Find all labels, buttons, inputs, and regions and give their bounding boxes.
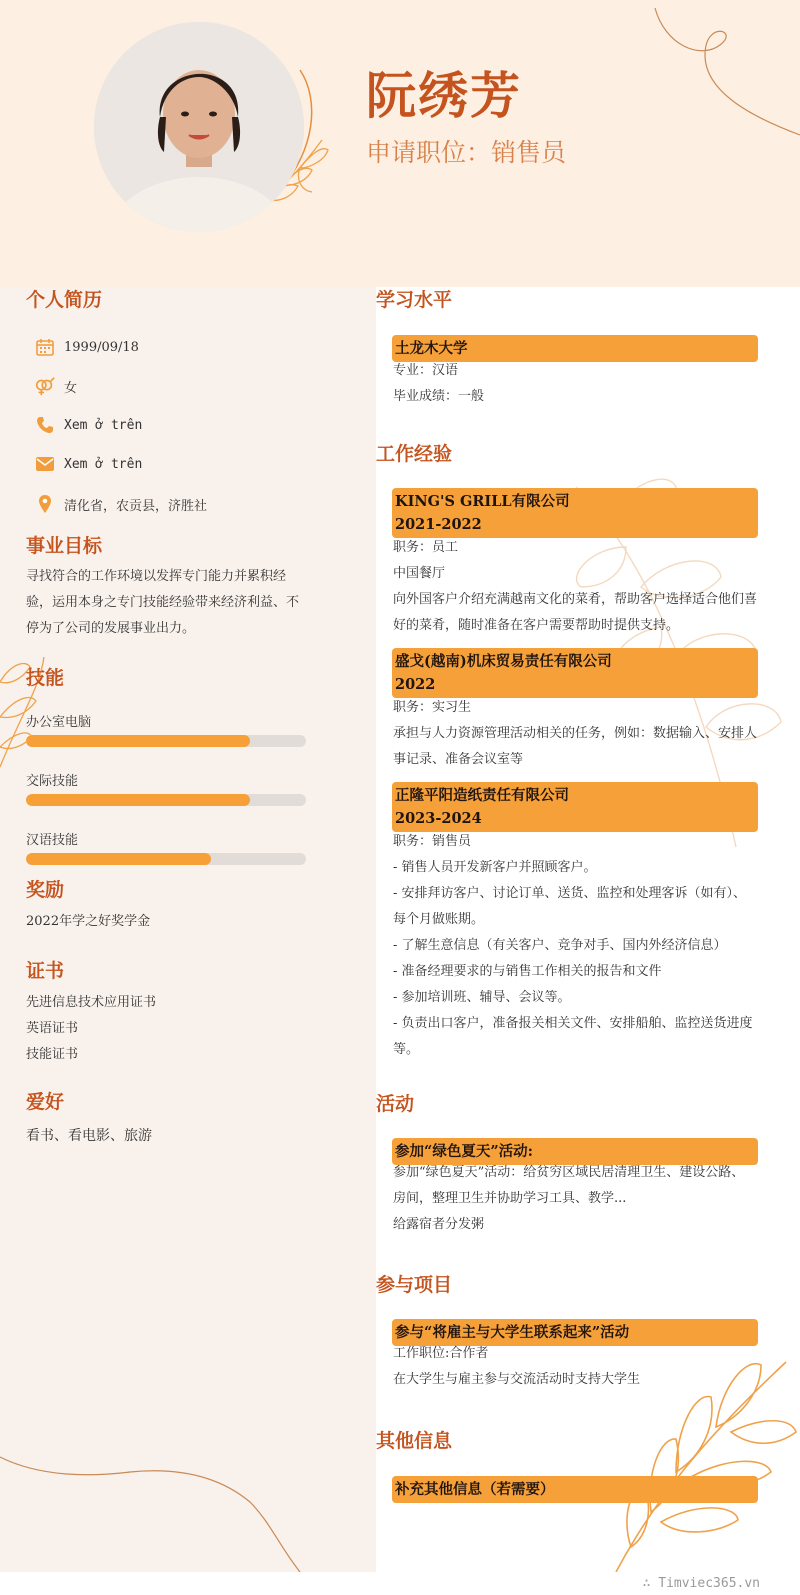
- skill-bar: [26, 853, 306, 865]
- section-title-experience: 工作经验: [376, 443, 453, 465]
- skill-bar: [26, 794, 306, 806]
- section-title-projects: 参与项目: [376, 1274, 453, 1296]
- activity-heading-highlight: 参加“绿色夏天”活动:: [392, 1138, 758, 1165]
- section-title-education: 学习水平: [376, 289, 453, 311]
- birthday-row: [34, 335, 139, 359]
- section-title-hobbies: 爱好: [26, 1091, 65, 1113]
- job-header-highlight: [392, 782, 758, 832]
- phone-row: [34, 413, 142, 437]
- gender-value: 女: [64, 380, 78, 396]
- activity-line: 给露宿者分发粥: [393, 1217, 485, 1232]
- watermark-text: Timviec365.vn: [658, 1576, 760, 1591]
- skill-label: 汉语技能: [26, 833, 79, 848]
- job-details: [393, 535, 757, 639]
- address-value: 清化省，农贡县，济胜社: [64, 498, 208, 514]
- section-title-activities: 活动: [376, 1093, 415, 1115]
- job-details: [393, 695, 757, 773]
- project-heading-highlight: 参与“将雇主与大学生联系起来”活动: [392, 1319, 758, 1346]
- watermark: [643, 1572, 760, 1595]
- activity-details: [393, 1160, 757, 1238]
- hobbies-text: 看书、看电影、旅游: [26, 1128, 152, 1144]
- calendar-icon: [34, 336, 56, 358]
- address-row: [34, 492, 207, 516]
- award-item: 2022年学之好奖学金: [26, 914, 151, 929]
- skill-bar-fill: [26, 853, 211, 865]
- job-company: 正隆平阳造纸责任有限公司: [395, 787, 569, 804]
- profile-photo: [94, 22, 304, 232]
- job-role: 职务：员工: [393, 540, 459, 555]
- section-title-awards: 奖励: [26, 879, 65, 901]
- job-period: 2023-2024: [395, 810, 482, 827]
- education-details: [393, 358, 757, 410]
- job-header-highlight: [392, 648, 758, 698]
- gender-icon: [34, 375, 56, 397]
- job-role: 职务：销售员: [393, 834, 472, 849]
- project-line: 工作职位:合作者: [393, 1346, 489, 1361]
- phone-icon: [34, 414, 56, 436]
- job-details: [393, 829, 757, 1063]
- job-role: 职务：实习生: [393, 700, 472, 715]
- job-line: - 销售人员开发新客户并照顾客户。: [393, 860, 597, 875]
- project-details: [393, 1341, 757, 1393]
- job-header-highlight: [392, 488, 758, 538]
- job-line: 中国餐厅: [393, 566, 446, 581]
- other-heading-highlight: 补充其他信息（若需要）: [392, 1476, 758, 1503]
- person-avatar-icon: [94, 22, 304, 232]
- email-row: [34, 452, 142, 476]
- location-pin-icon: [34, 493, 56, 515]
- job-line: - 负责出口客户，准备报关相关文件、安排船舶、监控送货进度等。: [393, 1016, 753, 1057]
- birthday-value: 1999/09/18: [64, 339, 139, 355]
- job-line: - 准备经理要求的与销售工作相关的报告和文件: [393, 964, 662, 979]
- job-period: 2021-2022: [395, 516, 482, 533]
- education-major: 专业：汉语: [393, 363, 459, 378]
- section-title-skills: 技能: [26, 667, 65, 689]
- job-line: - 了解生意信息（有关客户、竞争对手、国内外经济信息）: [393, 938, 727, 953]
- job-period: 2022: [395, 676, 436, 693]
- section-title-objective: 事业目标: [26, 535, 103, 557]
- job-line: - 参加培训班、辅导、会议等。: [393, 990, 571, 1005]
- left-column: [0, 287, 376, 1572]
- gender-row: [34, 374, 77, 398]
- job-company: 盛戈(越南)机床贸易责任有限公司: [395, 653, 612, 670]
- job-company: KING'S GRILL有限公司: [395, 493, 570, 510]
- section-title-personal: 个人简历: [26, 289, 103, 311]
- applied-position: 申请职位：销售员: [366, 138, 567, 167]
- certificate-item: 英语证书: [26, 1021, 79, 1036]
- section-title-certificates: 证书: [26, 960, 65, 982]
- email-value: Xem ở trên: [64, 456, 143, 472]
- candidate-name: 阮绣芳: [366, 66, 522, 125]
- section-title-other: 其他信息: [376, 1430, 453, 1452]
- watermark-icon: ∴: [642, 1576, 659, 1591]
- skill-bar-fill: [26, 735, 250, 747]
- certificate-item: 技能证书: [26, 1047, 79, 1062]
- skill-label: 交际技能: [26, 774, 79, 789]
- skill-bar: [26, 735, 306, 747]
- certificate-item: 先进信息技术应用证书: [26, 995, 157, 1010]
- skill-label: 办公室电脑: [26, 715, 92, 730]
- job-line: - 安排拜访客户、讨论订单、送货、监控和处理客诉（如有）、每个月做账期。: [393, 886, 747, 927]
- right-column: [376, 287, 800, 1572]
- skill-bar-fill: [26, 794, 250, 806]
- education-grade: 毕业成绩：一般: [393, 389, 485, 404]
- job-line: 向外国客户介绍充满越南文化的菜肴，帮助客户选择适合他们喜好的菜肴，随时准备在客户需要帮助时提供支持。: [393, 592, 758, 633]
- phone-value: Xem ở trên: [64, 417, 143, 433]
- header: [0, 0, 800, 287]
- job-line: 承担与人力资源管理活动相关的任务，例如：数据输入、安排人事记录、准备会议室等: [393, 726, 758, 767]
- activity-line: 参加“绿色夏天”活动：给贫穷区域民居清理卫生、建设公路、房间，整理卫生并协助学习工具、教学...: [393, 1165, 745, 1206]
- project-line: 在大学生与雇主参与交流活动时支持大学生: [393, 1372, 641, 1387]
- email-icon: [34, 453, 56, 475]
- school-name-highlight: 土龙木大学: [392, 335, 758, 362]
- objective-text: 寻找符合的工作环境以发挥专门能力并累积经验，运用本身之专门技能经验带来经济利益、不停为了公司的发展事业出力。: [26, 569, 300, 636]
